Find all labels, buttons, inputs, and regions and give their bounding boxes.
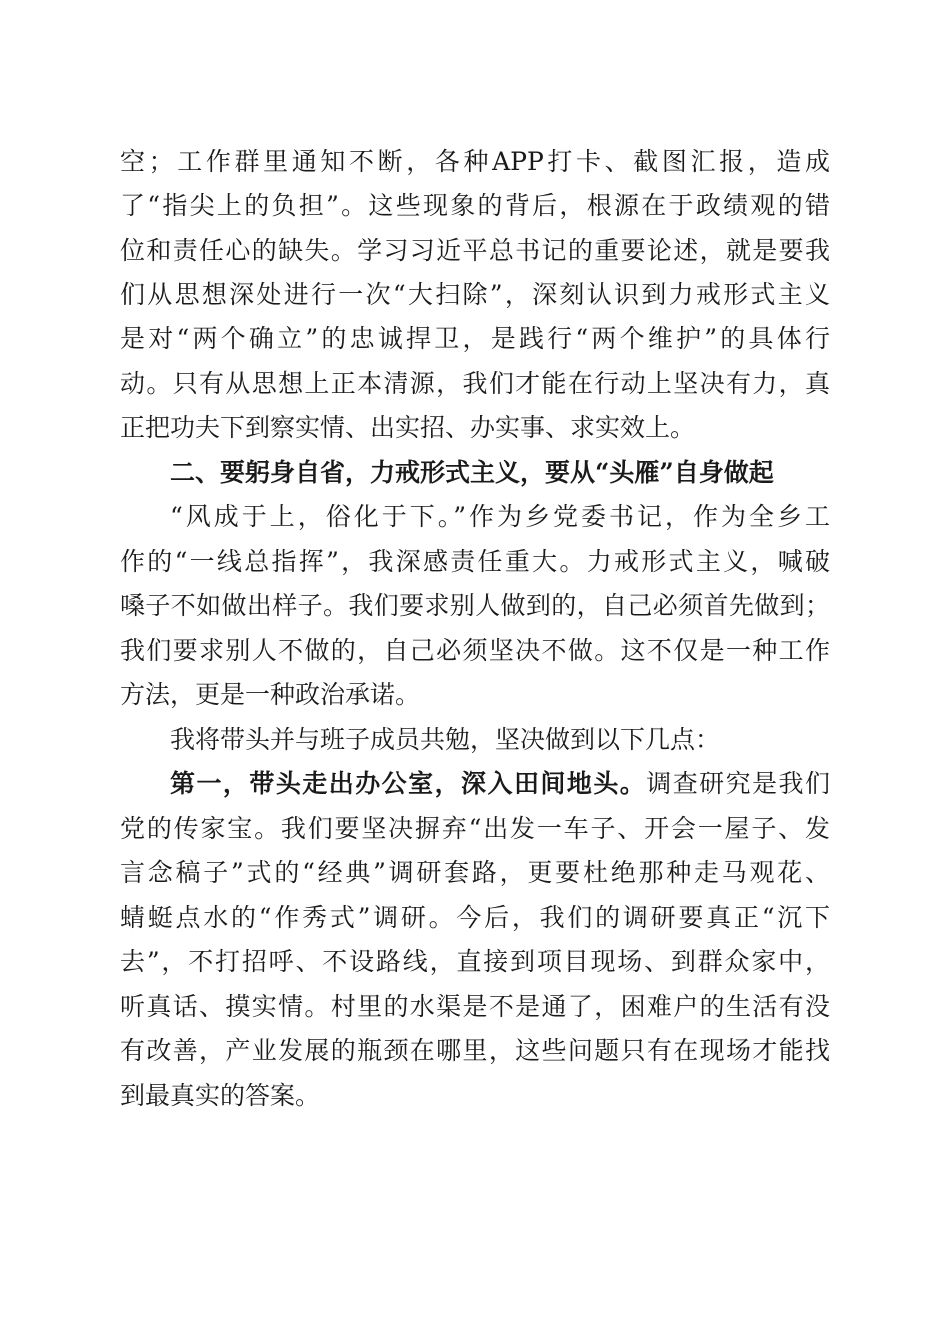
paragraph-2-line-3: 嗓子不如做出样子。我们要求别人做到的，自己必须首先做到； <box>120 591 830 620</box>
paragraph-1-line-3: 位和责任心的缺失。学习习近平总书记的重要论述，就是要我 <box>120 236 830 265</box>
paragraph-1-line-1: 空；工作群里通知不断，各种APP打卡、截图汇报，造成 <box>120 147 830 176</box>
paragraph-1-line-5: 是对“两个确立”的忠诚捍卫，是践行“两个维护”的具体行 <box>120 324 830 353</box>
paragraph-1-line-6: 动。只有从思想上正本清源，我们才能在行动上坚决有力，真 <box>120 369 830 398</box>
paragraph-2-line-5: 方法，更是一种政治承诺。 <box>120 680 421 709</box>
paragraph-4-line-7: 有改善，产业发展的瓶颈在哪里，这些问题只有在现场才能找 <box>120 1036 830 1065</box>
paragraph-4-line-1-rest: 调查研究是我们 <box>646 769 830 798</box>
paragraph-4-line-4: 蜻蜓点水的“作秀式”调研。今后，我们的调研要真正“沉下 <box>120 903 830 932</box>
paragraph-1-line-2: 了“指尖上的负担”。这些现象的背后，根源在于政绩观的错 <box>120 191 830 220</box>
section-heading-2: 二、要躬身自省，力戒形式主义，要从“头雁”自身做起 <box>170 458 774 487</box>
paragraph-4-line-5: 去”，不打招呼、不设路线，直接到项目现场、到群众家中， <box>120 947 830 976</box>
paragraph-3: 我将带头并与班子成员共勉，坚决做到以下几点： <box>170 725 721 754</box>
paragraph-2-line-1: “风成于上，俗化于下。”作为乡党委书记，作为全乡工 <box>170 502 830 531</box>
paragraph-4-line-6: 听真话、摸实情。村里的水渠是不是通了，困难户的生活有没 <box>120 992 830 1021</box>
paragraph-4-line-8: 到最真实的答案。 <box>120 1081 321 1110</box>
paragraph-4-line-1 <box>170 764 830 804</box>
paragraph-4-line-2: 党的传家宝。我们要坚决摒弃“出发一车子、开会一屋子、发 <box>120 814 830 843</box>
paragraph-2-line-4: 我们要求别人不做的，自己必须坚决不做。这不仅是一种工作 <box>120 636 830 665</box>
paragraph-4-lead: 第一，带头走出办公室，深入田间地头。 <box>170 769 647 798</box>
paragraph-2-line-2: 作的“一线总指挥”，我深感责任重大。力戒形式主义，喊破 <box>120 547 830 576</box>
paragraph-1-line-4: 们从思想深处进行一次“大扫除”，深刻认识到力戒形式主义 <box>120 280 830 309</box>
paragraph-4-line-3: 言念稿子”式的“经典”调研套路，更要杜绝那种走马观花、 <box>120 858 830 887</box>
paragraph-1-line-7: 正把功夫下到察实情、出实招、办实事、求实效上。 <box>120 413 696 442</box>
